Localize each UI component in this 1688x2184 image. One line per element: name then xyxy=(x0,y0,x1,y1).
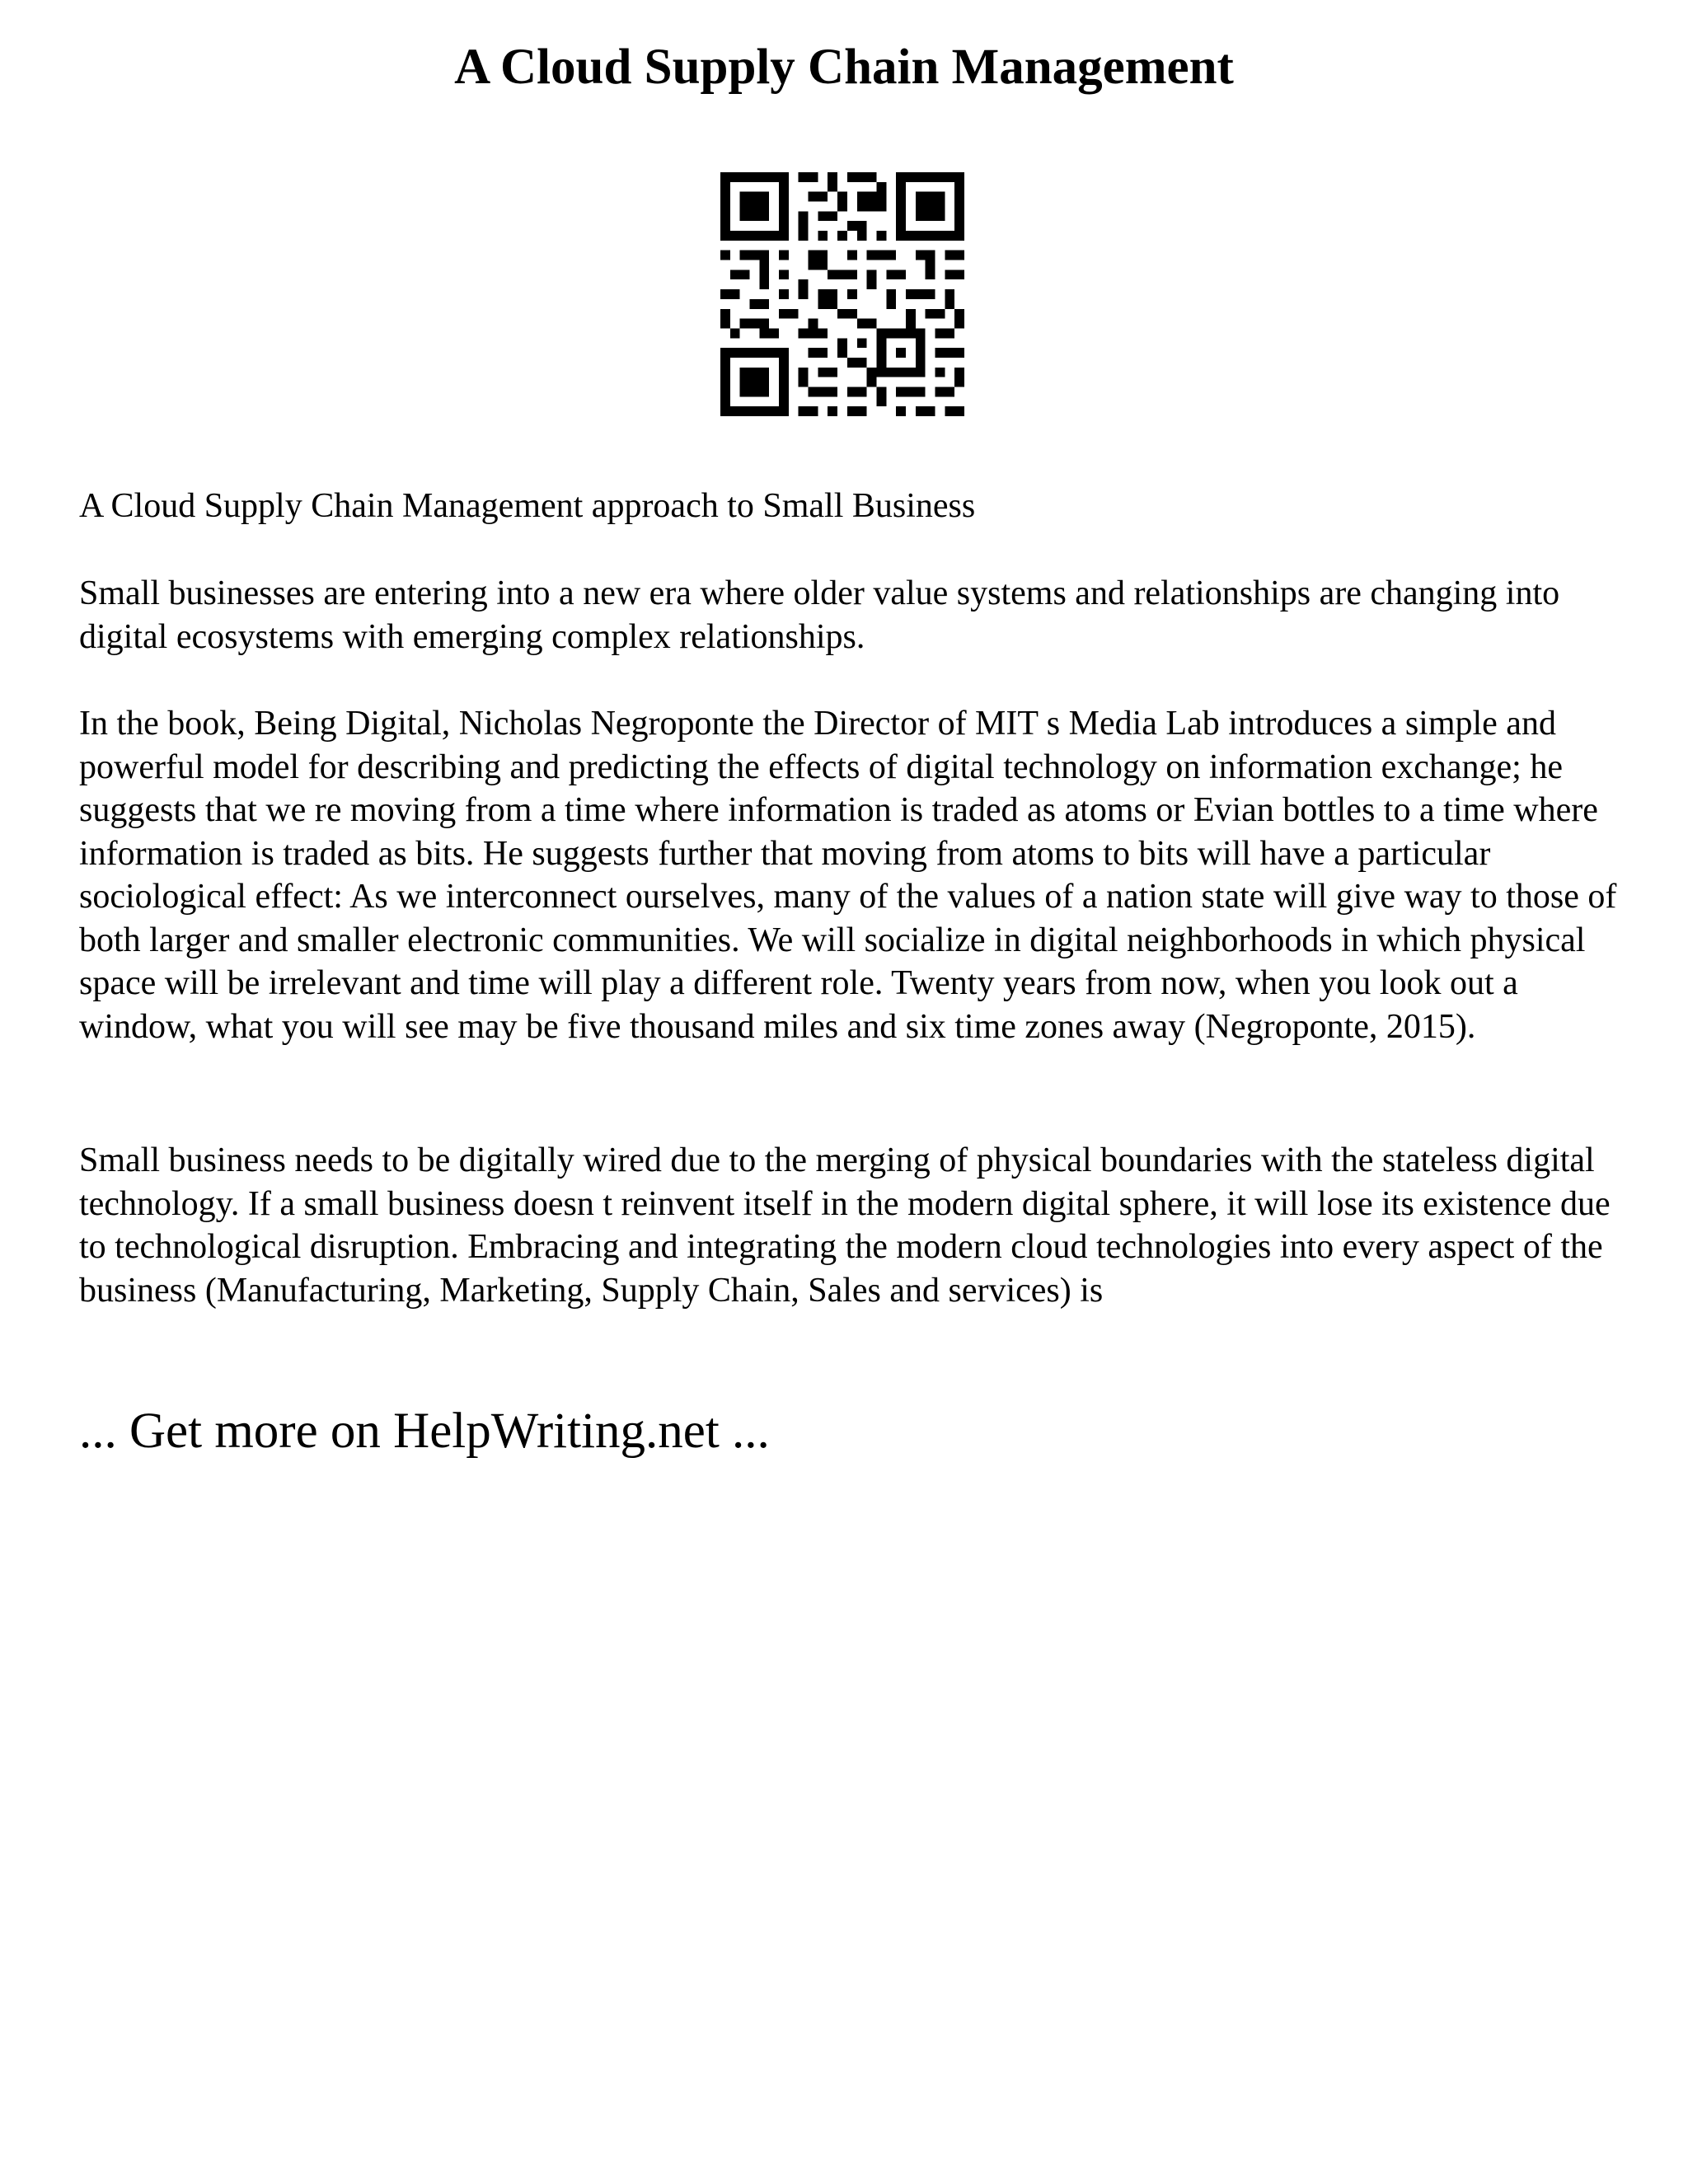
document-subtitle: A Cloud Supply Chain Management approach to Small Business xyxy=(79,487,976,525)
get-more-link[interactable]: ... Get more on HelpWriting.net ... xyxy=(79,1404,770,1459)
page-title: A Cloud Supply Chain Management xyxy=(454,40,1234,95)
paragraph: In the book, Being Digital, Nicholas Negroponte the Director of MIT s Media Lab introduces a simple and powerful model for describing and predicting the effects of digital technology on information exchange; he suggests that we re moving from a time where information is traded as atoms or Evian bottles to a time where information is traded as bits. He suggests further that moving from atoms to bits will have a particular sociological effect: As we interconnect ourselves, many of the values of a nation state will give way to those of both larger and smaller electronic communities. We will socialize in digital neighborhoods in which physical space will be irrelevant and time will play a different role. Twenty years from now, when you look out a window, what you will see may be five thousand miles and six time zones away (Negroponte, 2015). xyxy=(79,705,1617,1046)
qr-code-icon[interactable] xyxy=(720,172,964,416)
qr-code-graphic xyxy=(720,172,964,416)
paragraph: Small business needs to be digitally wired due to the merging of physical boundaries with the stateless digital technology. If a small business doesn t reinvent itself in the modern digital sphere, it will lose its existence due to technological disruption. Embracing and integrating the modern cloud technologies into every aspect of the business (Manufacturing, Marketing, Supply Chain, Sales and services) is xyxy=(79,1141,1611,1310)
paragraph: Small businesses are entering into a new era where older value systems and relationships are changing into digital ecosystems with emerging complex relationships. xyxy=(79,574,1560,656)
